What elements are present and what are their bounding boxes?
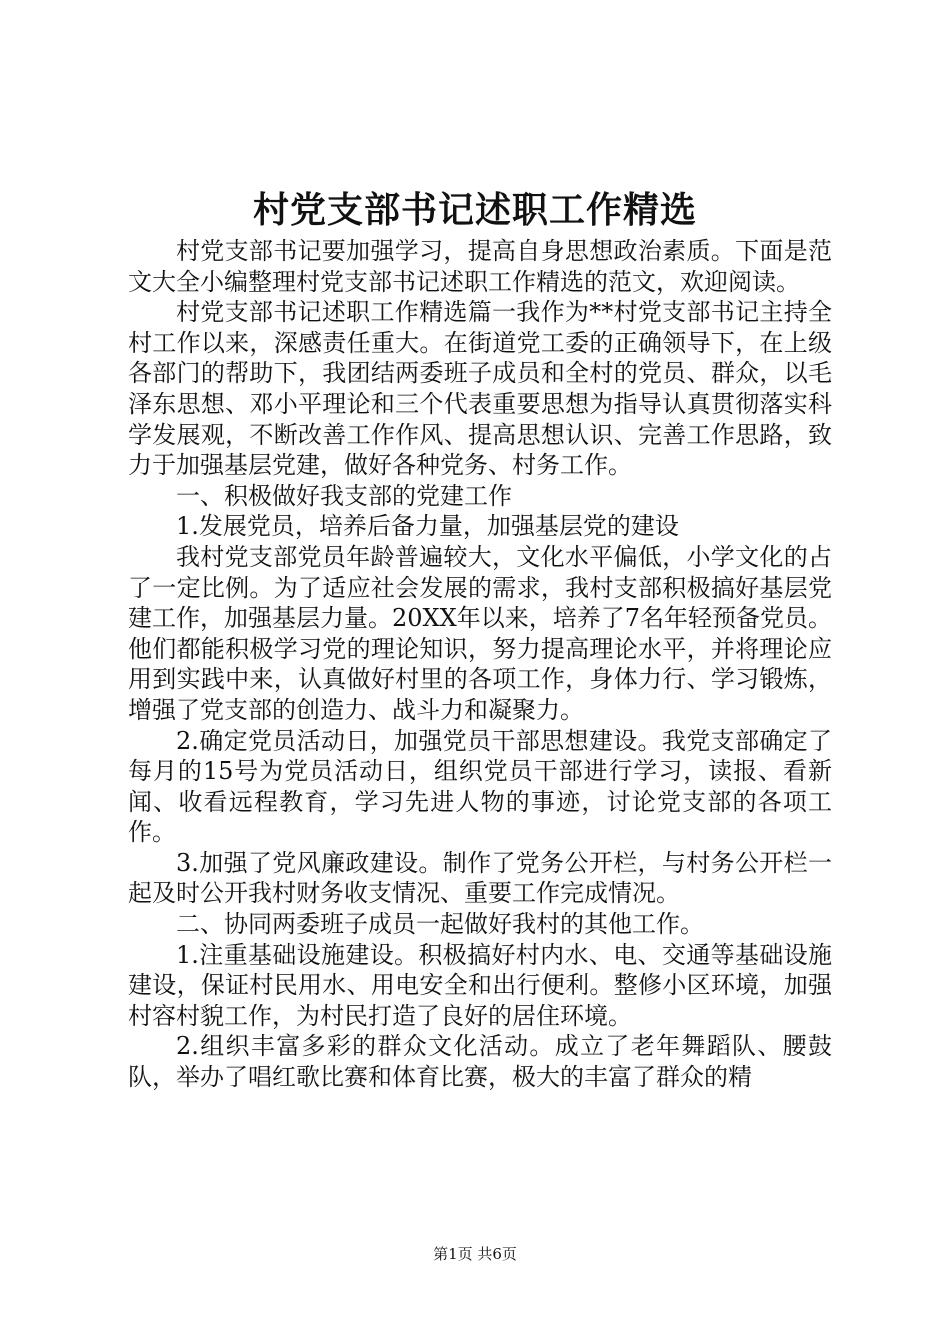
document-title: 村党支部书记述职工作精选	[252, 189, 697, 231]
document-body	[128, 236, 832, 1093]
body-paragraph: 2.组织丰富多彩的群众文化活动。成立了老年舞蹈队、腰鼓队，举办了唱红歌比赛和体育比赛，极大的丰富了群众的精	[128, 1032, 832, 1092]
section-heading: 二、协同两委班子成员一起做好我村的其他工作。	[176, 910, 704, 939]
body-paragraph: 3.加强了党风廉政建设。制作了党务公开栏，与村务公开栏一起及时公开我村财务收支情况、重要工作完成情况。	[128, 848, 832, 908]
page-number-footer: 第1页 共6页	[433, 1245, 517, 1263]
body-paragraph: 1.注重基础设施建设。积极搞好村内水、电、交通等基础设施建设，保证村民用水、用电安全和出行便利。整修小区环境，加强村容村貌工作，为村民打造了良好的居住环境。	[128, 940, 832, 1030]
body-paragraph: 村党支部书记要加强学习，提高自身思想政治素质。下面是范文大全小编整理村党支部书记述职工作精选的范文，欢迎阅读。	[128, 237, 832, 296]
section-heading: 一、积极做好我支部的党建工作	[176, 481, 512, 510]
body-paragraph: 我村党支部党员年龄普遍较大，文化水平偏低，小学文化的占了一定比例。为了适应社会发展的需求，我村支部积极搞好基层党建工作，加强基层力量。20XX年以来，培养了7名年轻预备党员。他们都能积极学习党的理论知识，努力提高理论水平，并将理论应用到实践中来，认真做好村里的各项工作，身体力行、学习锻炼，增强了党支部的创造力、战斗力和凝聚力。	[128, 542, 832, 724]
subsection-heading: 1.发展党员，培养后备力量，加强基层党的建设	[176, 512, 679, 541]
body-paragraph: 村党支部书记述职工作精选篇一我作为**村党支部书记主持全村工作以来，深感责任重大。在街道党工委的正确领导下，在上级各部门的帮助下，我团结两委班子成员和全村的党员、群众，以毛泽东思想、邓小平理论和三个代表重要思想为指导认真贯彻落实科学发展观，不断改善工作作风、提高思想认识、完善工作思路，致力于加强基层党建，做好各种党务、村务工作。	[128, 298, 832, 480]
body-paragraph: 2.确定党员活动日，加强党员干部思想建设。我党支部确定了每月的15号为党员活动日，组织党员干部进行学习，读报、看新闻、收看远程教育，学习先进人物的事迹，讨论党支部的各项工作。	[128, 726, 832, 847]
